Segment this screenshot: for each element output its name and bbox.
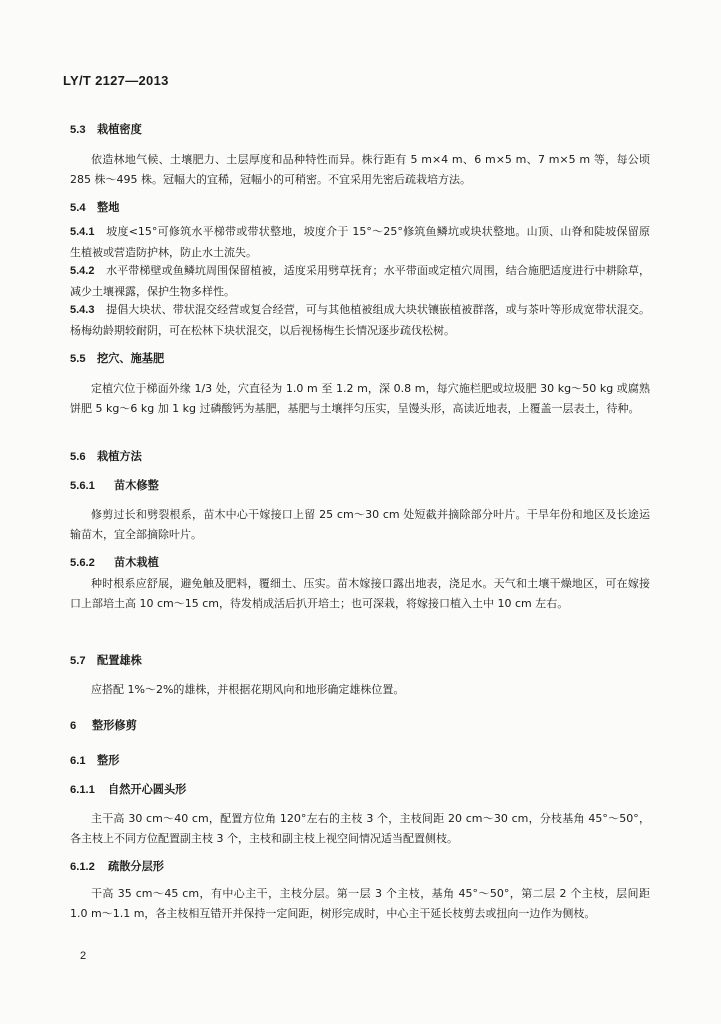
section-number: 6.1 (70, 755, 86, 767)
heading-6-1-2 (70, 858, 164, 874)
section-number: 5.6.1 (70, 480, 95, 492)
heading-6 (70, 717, 137, 733)
section-number: 6.1.1 (70, 784, 95, 796)
clause-number: 5.4.3 (70, 304, 95, 316)
clause-text: 坡度<15°可修筑水平梯带或带状整地，坡度介于 15°～25°修筑鱼鳞坑或块状整地。山顶、山脊和陡坡保留原生植被或营造防护林，防止水土流失。 (70, 225, 650, 259)
clause-5-4-1 (70, 222, 650, 262)
section-title: 配置雄株 (97, 654, 142, 667)
heading-5-3 (70, 121, 142, 137)
page-number: 2 (80, 950, 87, 962)
section-title: 整地 (97, 201, 120, 214)
heading-5-4 (70, 199, 119, 215)
section-title: 整形修剪 (92, 719, 137, 732)
standard-code: LY/T 2127—2013 (63, 73, 169, 88)
clause-5-4-3 (70, 300, 650, 340)
paragraph-male-trees: 应搭配 1%～2%的雄株，并根据花期风向和地形确定雄株位置。 (91, 683, 405, 696)
section-number: 5.5 (70, 353, 86, 365)
heading-5-7 (70, 652, 142, 668)
heading-5-6-1 (70, 477, 159, 493)
section-title: 自然开心圆头形 (108, 783, 187, 796)
clause-5-4-2 (70, 261, 650, 301)
paragraph-seedling-trimming: 修剪过长和劈裂根系，苗木中心干嫁接口上留 25 cm～30 cm 处短截并摘除部分叶片。干旱年份和地区及长途运输苗木，宜全部摘除叶片。 (70, 508, 650, 541)
clause-number: 5.4.1 (70, 226, 95, 238)
clause-text: 提倡大块状、带状混交经营或复合经营，可与其他植被组成大块状镶嵌植被群落，或与茶叶等形成宽带状混交。杨梅幼龄期较耐阴，可在松林下块状混交，以后视杨梅生长情况逐步疏伐松树。 (70, 303, 650, 337)
heading-5-6 (70, 448, 142, 464)
section-title: 疏散分层形 (108, 860, 164, 873)
heading-5-5 (70, 350, 164, 366)
paragraph-planting-hole: 定植穴位于梯面外缘 1/3 处，穴直径为 1.0 m 至 1.2 m，深 0.8 m，每穴施栏肥或垃圾肥 30 kg～50 kg 或腐熟饼肥 5 kg～6 kg 加 1 kg 过磷酸钙为基肥，基肥与土壤拌匀压实，呈馒头形，高读近地表，上覆盖一层表土，待种。 (70, 382, 650, 415)
paragraph-layered-shape: 干高 35 cm～45 cm，有中心主干，主枝分层。第一层 3 个主枝，基角 45°～50°，第二层 2 个主枝，层间距 1.0 m～1.1 m，各主枝相互错开并保持一定间距，树形完成时，中心主干延长枝剪去或扭向一边作为侧枝。 (70, 887, 650, 920)
section-title: 苗木修整 (114, 479, 159, 492)
paragraph-seedling-planting: 种时根系应舒展，避免触及肥料，覆细土、压实。苗木嫁接口露出地表，浇足水。天气和土壤干燥地区，可在嫁接口上部培土高 10 cm～15 cm，待发梢成活后扒开培土；也可深栽，将嫁接口植入土中 10 cm 左右。 (70, 577, 650, 610)
clause-text: 水平带梯壁或鱼鳞坑周围保留植被，适度采用劈草抚育；水平带面或定植穴周围，结合施肥适度进行中耕除草，减少土壤裸露，保护生物多样性。 (70, 264, 650, 298)
heading-5-6-2 (70, 554, 159, 570)
section-number: 5.3 (70, 124, 86, 136)
section-number: 5.6.2 (70, 557, 95, 569)
heading-6-1 (70, 752, 119, 768)
section-title: 整形 (97, 754, 120, 767)
section-number: 5.6 (70, 451, 86, 463)
section-number: 6.1.2 (70, 861, 95, 873)
section-title: 栽植方法 (97, 450, 142, 463)
clause-number: 5.4.2 (70, 265, 95, 277)
section-number: 5.7 (70, 655, 86, 667)
heading-6-1-1 (70, 781, 186, 797)
section-title: 挖穴、施基肥 (97, 352, 165, 365)
section-number: 5.4 (70, 202, 86, 214)
paragraph-planting-density: 依造林地气候、土壤肥力、土层厚度和品种特性而异。株行距有 5 m×4 m、6 m×5 m、7 m×5 m 等，每公顷 285 株～495 株。冠幅大的宜稀，冠幅小的可稍密。不宜采用先密后疏栽培方法。 (70, 153, 650, 186)
section-number: 6 (70, 720, 77, 732)
section-title: 苗木栽植 (114, 556, 159, 569)
paragraph-open-center-shape: 主干高 30 cm～40 cm，配置方位角 120°左右的主枝 3 个，主枝间距 20 cm～30 cm，分枝基角 45°～50°，各主枝上不同方位配置副主枝 3 个，主枝和副主枝上视空间情况适当配置侧枝。 (70, 812, 650, 845)
section-title: 栽植密度 (97, 123, 142, 136)
